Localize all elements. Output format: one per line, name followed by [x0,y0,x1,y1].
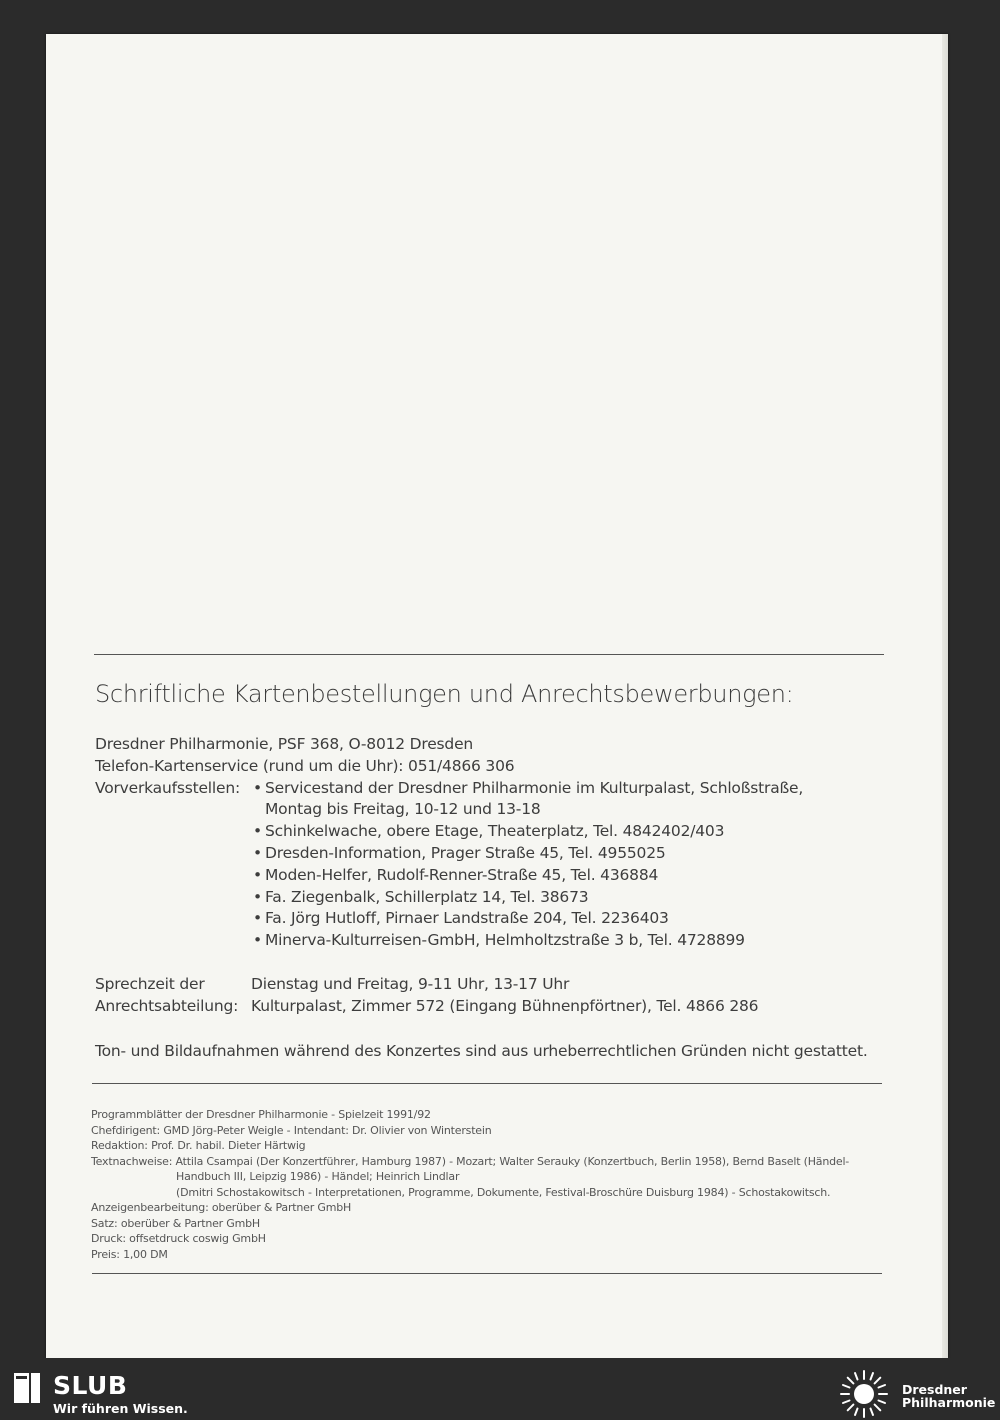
imprint-line: Anzeigenbearbeitung: oberüber & Partner GmbH [91,1201,352,1214]
presale-label: Vorverkaufsstellen: [95,779,240,797]
presale-item: • Moden-Helfer, Rudolf-Renner-Straße 45, Tel. 436884 [253,866,659,884]
imprint-line: Redaktion: Prof. Dr. habil. Dieter Härtwig [91,1139,306,1152]
slub-tagline: Wir führen Wissen. [53,1401,188,1416]
office-hours-value: Dienstag und Freitag, 9-11 Uhr, 13-17 Uhr [251,975,570,993]
page-title: Schriftliche Kartenbestellungen und Anrechtsbewerbungen: [95,680,794,708]
page-edge [942,34,948,1358]
middle-divider [92,1083,882,1084]
partner-line-1: Dresdner [902,1382,967,1397]
presale-item: • Fa. Jörg Hutloff, Pirnaer Landstraße 204, Tel. 2236403 [253,909,669,927]
dresdner-philharmonie-wordmark [902,1383,995,1409]
presale-item: • Minerva-Kulturreisen-GmbH, Helmholtzstraße 3 b, Tel. 4728899 [253,931,745,949]
presale-item: • Servicestand der Dresdner Philharmonie im Kulturpalast, Schloßstraße, [253,779,804,797]
office-hours-label: Sprechzeit der [95,975,205,993]
imprint-line: Preis: 1,00 DM [91,1248,168,1261]
imprint-line: (Dmitri Schostakowitsch - Interpretationen, Programme, Dokumente, Festival-Broschüre Duisburg 1984) - Schostakowitsch. [176,1186,831,1199]
presale-item: • Schinkelwache, obere Etage, Theaterplatz, Tel. 4842402/403 [253,822,725,840]
bottom-divider [92,1273,882,1274]
address-line: Dresdner Philharmonie, PSF 368, O-8012 Dresden [95,735,474,753]
phone-line: Telefon-Kartenservice (rund um die Uhr): 051/4866 306 [95,757,515,775]
office-hours-value: Kulturpalast, Zimmer 572 (Eingang Bühnenpförtner), Tel. 4866 286 [251,997,759,1015]
imprint-line: Druck: offsetdruck coswig GmbH [91,1232,266,1245]
presale-item: • Dresden-Information, Prager Straße 45, Tel. 4955025 [253,844,666,862]
slub-logo-icon [13,1372,41,1404]
slub-name: SLUB [53,1371,128,1400]
imprint-line: Handbuch III, Leipzig 1986) - Händel; Heinrich Lindlar [176,1170,460,1183]
imprint-line: Textnachweise: Attila Csampai (Der Konzertführer, Hamburg 1987) - Mozart; Walter Serauky (Konzertbuch, Berlin 1958), Bernd Baselt (Händel- [91,1155,850,1168]
imprint-line: Chefdirigent: GMD Jörg-Peter Weigle - Intendant: Dr. Olivier von Winterstein [91,1124,492,1137]
office-hours-label: Anrechtsabteilung: [95,997,239,1015]
partner-line-2: Philharmonie [902,1395,996,1410]
imprint-line: Satz: oberüber & Partner GmbH [91,1217,260,1230]
top-divider [94,654,884,655]
imprint-line: Programmblätter der Dresdner Philharmonie - Spielzeit 1991/92 [91,1108,431,1121]
recording-notice: Ton- und Bildaufnahmen während des Konzertes sind aus urheberrechtlichen Gründen nicht gestattet. [95,1042,868,1060]
presale-item-continuation: Montag bis Freitag, 10-12 und 13-18 [265,800,541,818]
dresdner-philharmonie-logo-icon [838,1368,890,1420]
presale-item: • Fa. Ziegenbalk, Schillerplatz 14, Tel. 38673 [253,888,589,906]
